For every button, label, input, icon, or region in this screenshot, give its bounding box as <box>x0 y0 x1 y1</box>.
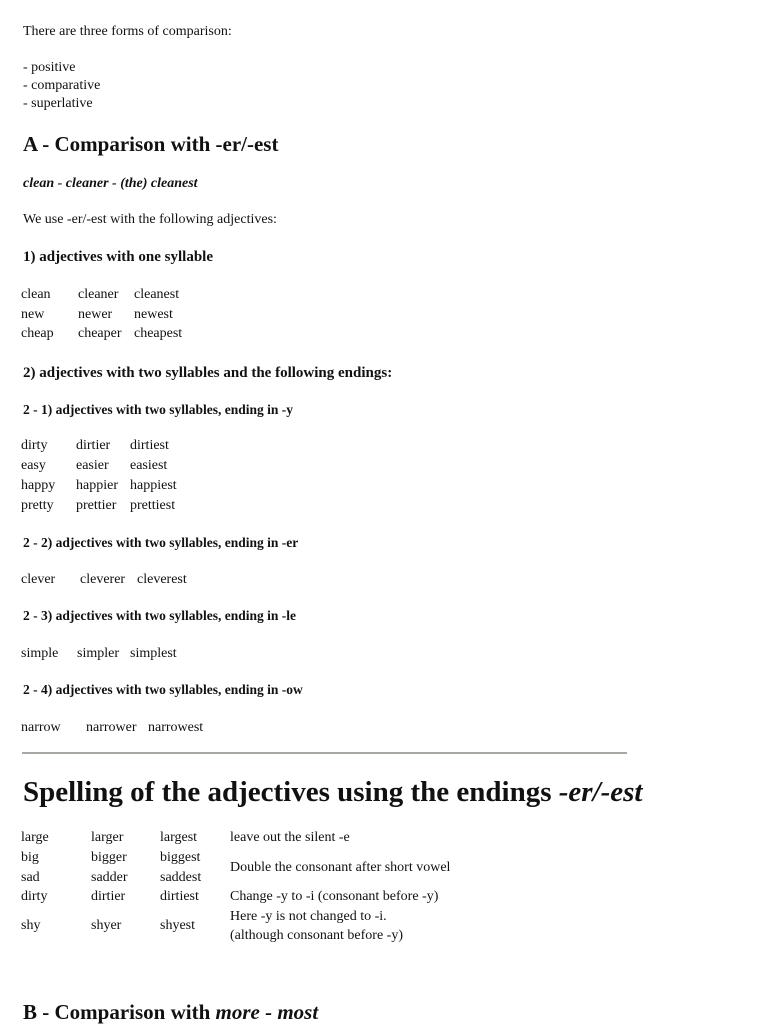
table-cell: cleverest <box>137 572 187 587</box>
table-cell: easy <box>21 458 46 473</box>
table-cell: shyest <box>160 918 195 933</box>
table-cell: happiest <box>130 478 177 493</box>
spelling-title-endings: -er/-est <box>558 776 643 808</box>
table-cell: dirtiest <box>160 889 199 904</box>
table-cell: pretty <box>21 498 54 513</box>
ending-le-heading: 2 - 3) adjectives with two syllables, ending in -le <box>23 608 296 623</box>
table-cell: bigger <box>91 850 127 865</box>
table-cell: sadder <box>91 870 128 885</box>
table-cell: narrow <box>21 720 61 735</box>
table-cell: dirtier <box>91 889 126 904</box>
spelling-note: (although consonant before -y) <box>230 928 403 943</box>
spelling-title-text: Spelling of the adjectives using the endings <box>23 776 559 808</box>
spelling-note: leave out the silent -e <box>230 830 350 845</box>
table-cell: happier <box>76 478 118 493</box>
table-cell: dirty <box>21 438 48 453</box>
table-cell: cheapest <box>134 326 183 341</box>
form-superlative: - superlative <box>23 96 93 111</box>
section-b-title <box>23 1000 318 1025</box>
table-cell: narrower <box>86 720 137 735</box>
table-cell: cheaper <box>78 326 122 341</box>
table-cell: shyer <box>91 918 122 933</box>
table-cell: cleverer <box>80 572 126 587</box>
form-positive: - positive <box>23 60 76 75</box>
table-cell: simpler <box>77 646 119 661</box>
table-cell: sad <box>21 870 40 885</box>
section-a-example: clean - cleaner - (the) cleanest <box>23 176 198 191</box>
table-cell: larger <box>91 830 124 845</box>
table-cell: cheap <box>21 326 54 341</box>
table-cell: large <box>21 830 49 845</box>
table-cell: newest <box>134 307 173 322</box>
spelling-title <box>23 776 643 809</box>
section-b-title-text: B - Comparison with <box>23 1000 216 1024</box>
table-cell: dirtiest <box>130 438 169 453</box>
table-cell: happy <box>21 478 56 493</box>
table-cell: easiest <box>130 458 168 473</box>
table-cell: prettier <box>76 498 117 513</box>
form-comparative: - comparative <box>23 78 101 93</box>
ending-er-heading: 2 - 2) adjectives with two syllables, ending in -er <box>23 535 299 550</box>
table-cell: biggest <box>160 850 201 865</box>
table-cell: newer <box>78 307 113 322</box>
table-cell: prettiest <box>130 498 176 513</box>
spelling-note: Here -y is not changed to -i. <box>230 909 387 924</box>
table-cell: dirty <box>21 889 48 904</box>
table-cell: simple <box>21 646 59 661</box>
table-cell: simplest <box>130 646 177 661</box>
spelling-note: Double the consonant after short vowel <box>230 860 451 875</box>
table-cell: new <box>21 307 45 322</box>
section-b-title-em: more - most <box>215 1000 319 1024</box>
table-cell: saddest <box>160 870 202 885</box>
ending-y-heading: 2 - 1) adjectives with two syllables, ending in -y <box>23 402 293 417</box>
one-syllable-heading: 1) adjectives with one syllable <box>23 249 213 265</box>
table-cell: cleanest <box>134 287 180 302</box>
ending-ow-heading: 2 - 4) adjectives with two syllables, ending in -ow <box>23 682 303 697</box>
table-cell: dirtier <box>76 438 111 453</box>
table-cell: cleaner <box>78 287 119 302</box>
section-a-usage: We use -er/-est with the following adjectives: <box>23 212 277 227</box>
table-cell: narrowest <box>148 720 204 735</box>
table-cell: easier <box>76 458 109 473</box>
intro-text: There are three forms of comparison: <box>23 24 232 39</box>
two-syllables-heading: 2) adjectives with two syllables and the following endings: <box>23 365 393 381</box>
table-cell: clever <box>21 572 56 587</box>
spelling-note: Change -y to -i (consonant before -y) <box>230 889 439 904</box>
table-cell: clean <box>21 287 51 302</box>
table-cell: big <box>21 850 39 865</box>
table-cell: shy <box>21 918 41 933</box>
section-a-title: A - Comparison with -er/-est <box>23 132 279 156</box>
table-cell: largest <box>160 830 198 845</box>
section-divider <box>22 752 627 754</box>
